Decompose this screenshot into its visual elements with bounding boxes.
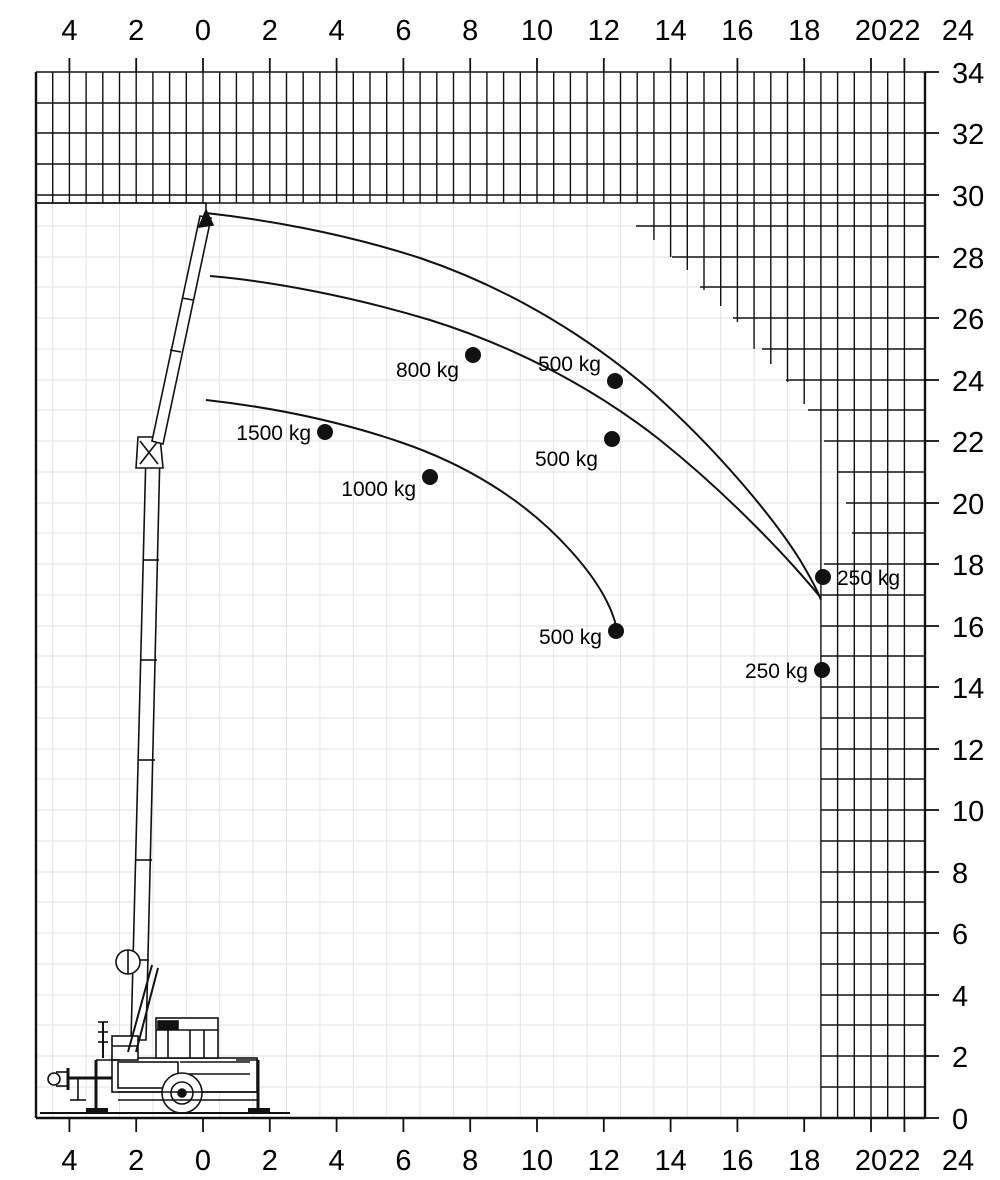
bottom-tick-4: 4 bbox=[328, 1145, 345, 1177]
top-tick-2: 0 bbox=[194, 15, 212, 47]
point-800kg bbox=[465, 347, 481, 363]
point-1000kg bbox=[422, 469, 438, 485]
point-label-500kg-a: 500 kg bbox=[537, 353, 601, 376]
bottom-tick-9: 14 bbox=[654, 1145, 687, 1177]
right-tick-0: 34 bbox=[952, 58, 985, 90]
bottom-tick-7: 10 bbox=[520, 1145, 554, 1177]
point-250kg-a bbox=[815, 569, 831, 585]
top-axis-labels bbox=[61, 15, 974, 47]
bottom-tick-10: 16 bbox=[721, 1145, 754, 1177]
right-tick-14: 6 bbox=[952, 919, 969, 951]
right-axis-labels bbox=[952, 58, 984, 1136]
point-label-1000kg: 1000 kg bbox=[341, 478, 416, 501]
point-500kg-a bbox=[607, 373, 623, 389]
bottom-tick-8: 12 bbox=[587, 1145, 620, 1177]
bottom-tick-1: 2 bbox=[128, 1145, 145, 1177]
right-tick-15: 4 bbox=[952, 981, 969, 1013]
right-tick-12: 10 bbox=[952, 796, 985, 828]
right-tick-5: 24 bbox=[952, 366, 985, 398]
bottom-tick-6: 8 bbox=[462, 1145, 479, 1177]
bottom-tick-14: 24 bbox=[941, 1145, 975, 1177]
bottom-tick-3: 2 bbox=[261, 1145, 278, 1177]
bottom-axis-labels bbox=[61, 1145, 974, 1177]
top-tick-11: 18 bbox=[788, 15, 821, 47]
right-tick-13: 8 bbox=[952, 858, 969, 890]
right-tick-17: 0 bbox=[952, 1104, 969, 1136]
bottom-tick-12: 20 bbox=[854, 1145, 888, 1177]
top-tick-13: 22 bbox=[888, 15, 921, 47]
point-label-800kg: 800 kg bbox=[395, 359, 459, 382]
point-label-250kg-a: 250 kg bbox=[837, 567, 901, 590]
right-tick-3: 28 bbox=[952, 243, 985, 275]
top-tick-8: 12 bbox=[587, 15, 620, 47]
right-tick-9: 16 bbox=[952, 612, 985, 644]
right-tick-2: 30 bbox=[952, 181, 985, 213]
point-label-500kg-b: 500 kg bbox=[534, 448, 598, 471]
right-tick-11: 12 bbox=[952, 735, 985, 767]
top-tick-5: 6 bbox=[395, 15, 412, 47]
point-1500kg bbox=[317, 424, 333, 440]
top-tick-14: 24 bbox=[941, 15, 975, 47]
bottom-tick-5: 6 bbox=[395, 1145, 412, 1177]
point-500kg-b bbox=[604, 431, 620, 447]
point-250kg-b bbox=[814, 662, 830, 678]
top-tick-0: 4 bbox=[61, 15, 78, 47]
right-tick-6: 22 bbox=[952, 427, 985, 459]
point-label-500kg-c: 500 kg bbox=[538, 626, 602, 649]
top-tick-9: 14 bbox=[654, 15, 687, 47]
point-label-250kg-b: 250 kg bbox=[744, 660, 808, 683]
point-500kg-c bbox=[608, 623, 624, 639]
top-tick-7: 10 bbox=[520, 15, 554, 47]
right-tick-1: 32 bbox=[952, 119, 985, 151]
top-tick-1: 2 bbox=[128, 15, 145, 47]
right-tick-7: 20 bbox=[952, 489, 985, 521]
point-label-1500kg: 1500 kg bbox=[236, 422, 311, 445]
top-axis-ticks bbox=[69, 58, 904, 72]
right-axis-ticks bbox=[925, 72, 939, 1118]
bottom-tick-0: 4 bbox=[61, 1145, 78, 1177]
right-tick-16: 2 bbox=[952, 1042, 969, 1074]
right-tick-10: 14 bbox=[952, 673, 985, 705]
right-tick-4: 26 bbox=[952, 304, 985, 336]
top-tick-3: 2 bbox=[261, 15, 278, 47]
bottom-tick-13: 22 bbox=[888, 1145, 921, 1177]
top-tick-10: 16 bbox=[721, 15, 754, 47]
bottom-tick-11: 18 bbox=[788, 1145, 821, 1177]
bottom-tick-2: 0 bbox=[194, 1145, 212, 1177]
top-tick-12: 20 bbox=[854, 15, 888, 47]
right-tick-8: 18 bbox=[952, 550, 985, 582]
top-tick-6: 8 bbox=[462, 15, 479, 47]
top-tick-4: 4 bbox=[328, 15, 345, 47]
bottom-axis-ticks bbox=[69, 1118, 904, 1132]
